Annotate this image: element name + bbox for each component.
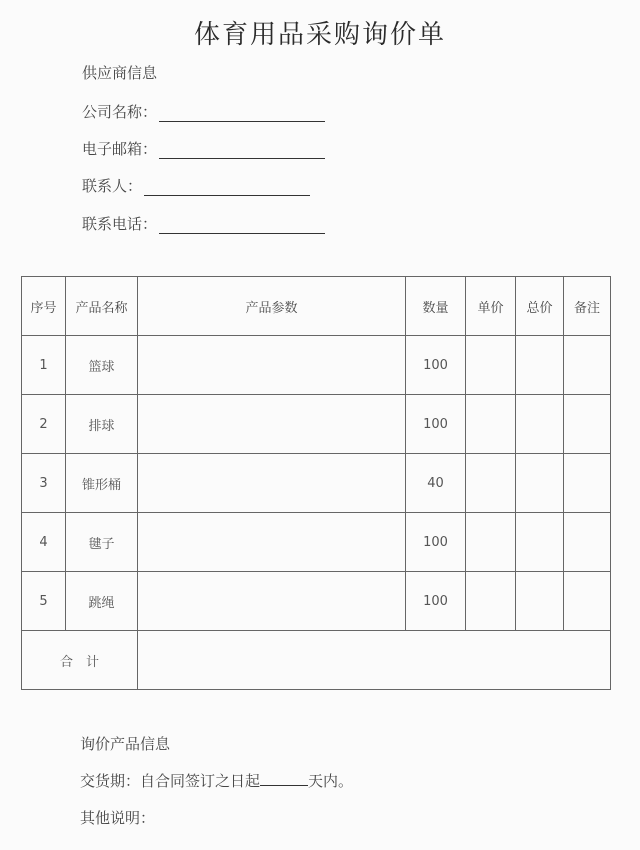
phone-field[interactable] [82, 213, 325, 234]
row-total-price[interactable] [516, 454, 564, 513]
row-product-params[interactable] [138, 513, 406, 572]
company-name-blank[interactable] [159, 105, 325, 122]
row-remarks[interactable] [564, 513, 611, 572]
total-row [22, 631, 611, 690]
row-product-name: 毽子 [66, 513, 138, 572]
page-title: 体育用品采购询价单 [193, 20, 446, 50]
header-quantity: 数量 [406, 277, 466, 336]
table-row [22, 454, 611, 513]
row-quantity: 100 [406, 572, 466, 631]
row-quantity: 40 [406, 454, 466, 513]
contact-label: 联系人： [82, 177, 143, 195]
email-blank[interactable] [159, 142, 325, 159]
row-product-params[interactable] [138, 572, 406, 631]
other-notes-label: 其他说明： [80, 809, 156, 827]
total-value[interactable] [138, 631, 611, 690]
row-product-name: 锥形桶 [66, 454, 138, 513]
row-remarks[interactable] [564, 572, 611, 631]
row-serial: 2 [22, 395, 66, 454]
delivery-prefix: 交货期：自合同签订之日起 [80, 772, 261, 790]
row-unit-price[interactable] [466, 572, 516, 631]
row-remarks[interactable] [564, 454, 611, 513]
row-remarks[interactable] [564, 336, 611, 395]
row-product-name: 跳绳 [66, 572, 138, 631]
row-total-price[interactable] [516, 395, 564, 454]
row-serial: 1 [22, 336, 66, 395]
header-remarks: 备注 [564, 277, 611, 336]
table-row [22, 572, 611, 631]
header-product-name: 产品名称 [66, 277, 138, 336]
delivery-suffix: 天内。 [308, 772, 354, 790]
header-product-params: 产品参数 [138, 277, 406, 336]
row-total-price[interactable] [516, 513, 564, 572]
inquiry-info-heading: 询价产品信息 [80, 735, 171, 753]
quotation-table [21, 276, 611, 690]
row-total-price[interactable] [516, 336, 564, 395]
row-total-price[interactable] [516, 572, 564, 631]
row-unit-price[interactable] [466, 454, 516, 513]
row-quantity: 100 [406, 336, 466, 395]
row-product-params[interactable] [138, 336, 406, 395]
row-quantity: 100 [406, 395, 466, 454]
company-name-field[interactable] [82, 101, 325, 122]
email-label: 电子邮箱： [82, 140, 158, 158]
total-label: 合 计 [22, 631, 138, 690]
delivery-days-blank[interactable] [260, 771, 308, 786]
email-field[interactable] [82, 138, 325, 159]
row-product-name: 排球 [66, 395, 138, 454]
row-unit-price[interactable] [466, 513, 516, 572]
row-product-params[interactable] [138, 454, 406, 513]
table-row [22, 336, 611, 395]
row-product-name: 篮球 [66, 336, 138, 395]
row-serial: 3 [22, 454, 66, 513]
table-row [22, 513, 611, 572]
contact-field[interactable] [82, 175, 310, 196]
header-total-price: 总价 [516, 277, 564, 336]
header-unit-price: 单价 [466, 277, 516, 336]
supplier-info-heading: 供应商信息 [82, 64, 158, 82]
row-serial: 4 [22, 513, 66, 572]
row-product-params[interactable] [138, 395, 406, 454]
header-serial: 序号 [22, 277, 66, 336]
phone-label: 联系电话： [82, 215, 158, 233]
table-header-row [22, 277, 611, 336]
row-unit-price[interactable] [466, 395, 516, 454]
phone-blank[interactable] [159, 217, 325, 234]
table-row [22, 395, 611, 454]
row-serial: 5 [22, 572, 66, 631]
row-unit-price[interactable] [466, 336, 516, 395]
delivery-period [80, 770, 353, 791]
row-quantity: 100 [406, 513, 466, 572]
row-remarks[interactable] [564, 395, 611, 454]
contact-blank[interactable] [144, 179, 310, 196]
company-name-label: 公司名称： [82, 103, 158, 121]
